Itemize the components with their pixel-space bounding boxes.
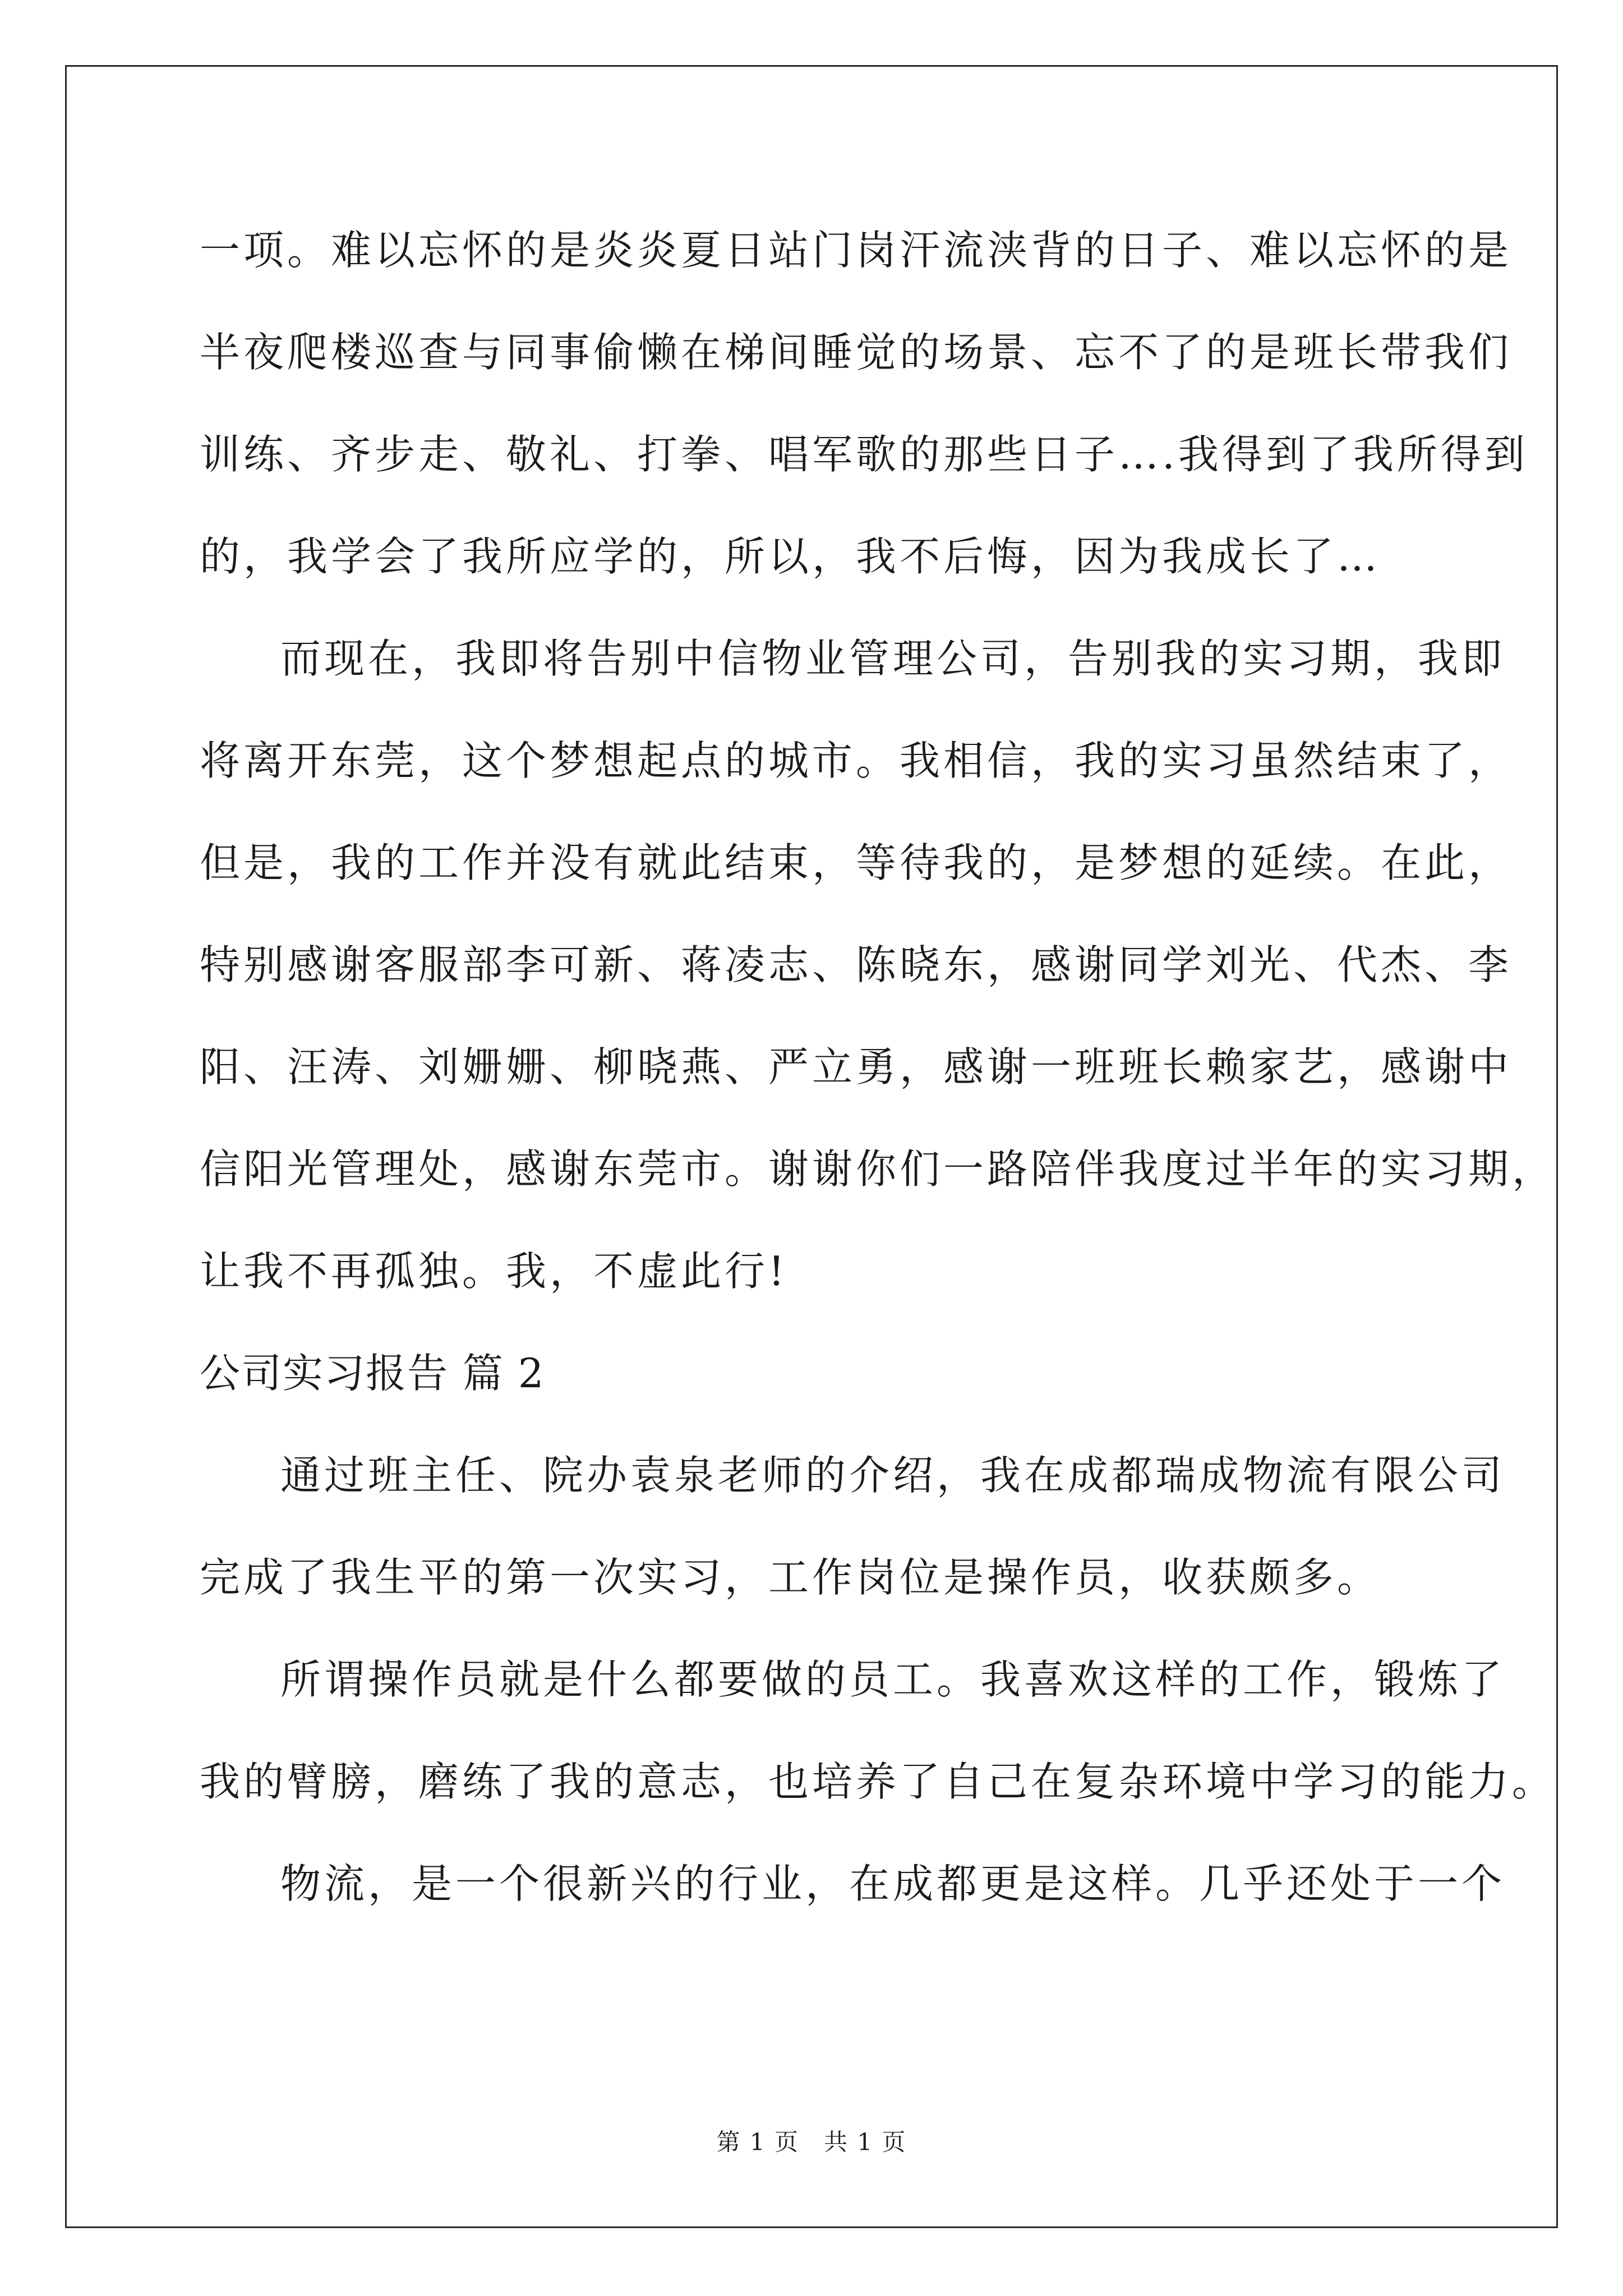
- paragraph-line: 通过班主任、院办袁泉老师的介绍，我在成都瑞成物流有限公司: [280, 1452, 1506, 1499]
- paragraph-line: 将离开东莞，这个梦想起点的城市。我相信，我的实习虽然结束了，: [200, 737, 1513, 784]
- paragraph-line: 所谓操作员就是什么都要做的员工。我喜欢这样的工作，锻炼了: [280, 1656, 1506, 1703]
- paragraph-line: 让我不再孤独。我，不虚此行!: [200, 1248, 788, 1295]
- paragraph-line: 的，我学会了我所应学的，所以，我不后悔，因为我成长了…: [200, 533, 1381, 580]
- page-footer: [0, 2124, 1623, 2157]
- paragraph-line: 但是，我的工作并没有就此结束，等待我的，是梦想的延续。在此，: [200, 839, 1513, 886]
- paragraph-line: 我的臂膀，磨练了我的意志，也培养了自己在复杂环境中学习的能力。: [200, 1758, 1556, 1805]
- paragraph-line: 而现在，我即将告别中信物业管理公司，告别我的实习期，我即: [280, 635, 1506, 682]
- paragraph-line: 阳、汪涛、刘姗姗、柳晓燕、严立勇，感谢一班班长赖家艺，感谢中: [200, 1043, 1513, 1091]
- paragraph-line: 一项。难以忘怀的是炎炎夏日站门岗汗流浃背的日子、难以忘怀的是: [200, 227, 1513, 274]
- paragraph-line: 信阳光管理处，感谢东莞市。谢谢你们一路陪伴我度过半年的实习期，: [200, 1145, 1556, 1193]
- page-number-text: 第 1 页 共 1 页: [716, 2128, 907, 2156]
- paragraph-line: 训练、齐步走、敬礼、打拳、唱军歌的那些日子….我得到了我所得到: [200, 431, 1528, 478]
- section-heading: 公司实习报告 篇 2: [200, 1350, 545, 1397]
- paragraph-line: 半夜爬楼巡查与同事偷懒在梯间睡觉的场景、忘不了的是班长带我们: [200, 329, 1513, 376]
- paragraph-line: 特别感谢客服部李可新、蒋凌志、陈晓东，感谢同学刘光、代杰、李: [200, 941, 1513, 988]
- paragraph-line: 完成了我生平的第一次实习，工作岗位是操作员，收获颇多。: [200, 1554, 1381, 1601]
- document-body: [200, 209, 1556, 1944]
- paragraph-line: 物流，是一个很新兴的行业，在成都更是这样。几乎还处于一个: [280, 1860, 1506, 1907]
